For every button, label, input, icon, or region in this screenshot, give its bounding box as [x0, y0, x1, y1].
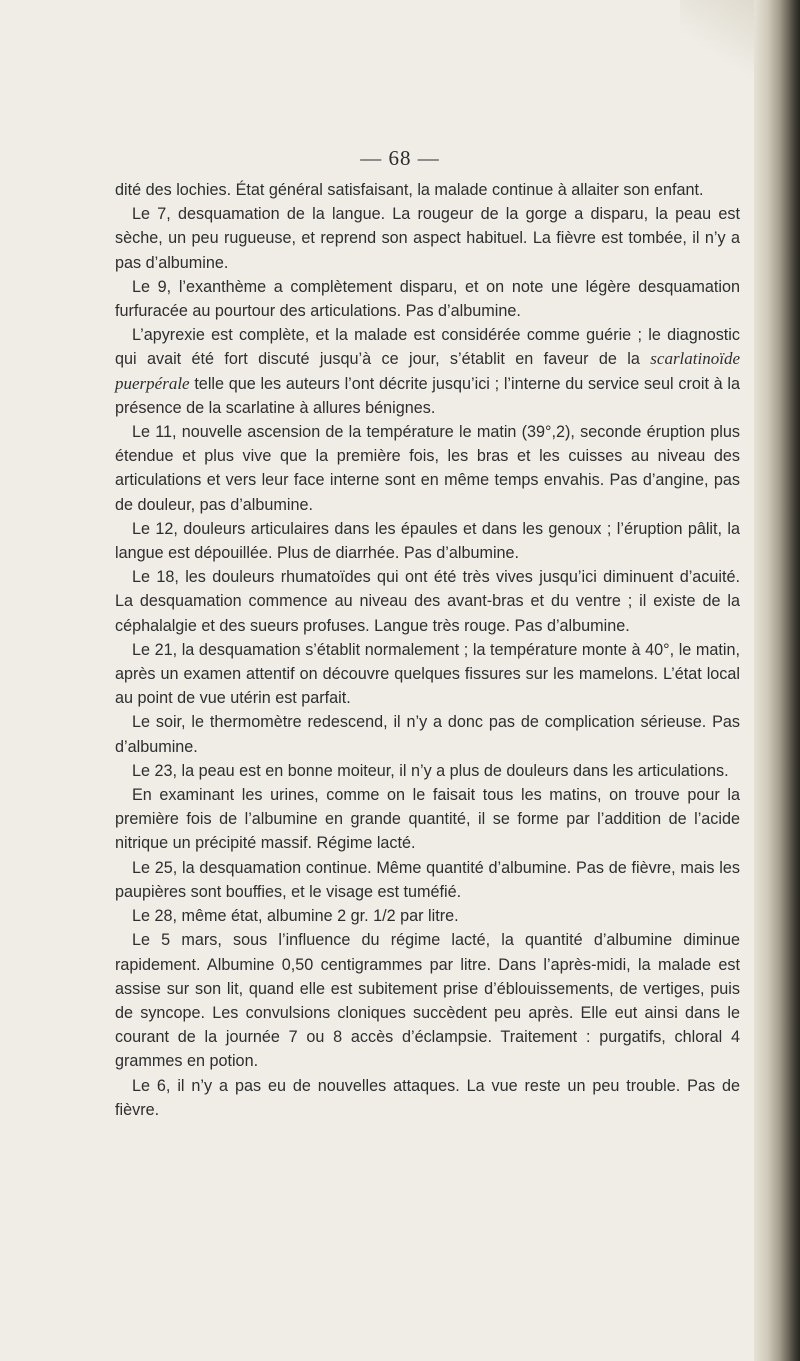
paragraph-day-11: Le 11, nouvelle ascension de la température le matin (39°,2), seconde éruption plus étendue et plus vive que la première fois, les bras et les cuisses au niveau des articulations et vers leur face interne sont en même temps envahis. Pas d’angine, pas de douleur, pas d’albumine. — [115, 423, 740, 514]
paragraph-day-28: Le 28, même état, albumine 2 gr. 1/2 par litre. — [132, 907, 459, 926]
paragraph-apyrexie-post: telle que les auteurs l’ont décrite jusqu’ici ; l’interne du service seul croit à la présence de la scarlatine à allures bénignes. — [115, 374, 740, 417]
paragraph-march-5: Le 5 mars, sous l’influence du régime lacté, la quantité d’albumine diminue rapidement. Albumine 0,50 centigrammes par litre. Dans l’après-midi, la malade est assise sur son lit, quand elle est subitement prise d’éblouissements, de vertiges, puis de syncope. Les convulsions cloniques succèdent peu après. Elle eut ainsi dans le courant de la journée 7 ou 8 accès d’éclampsie. Traitement : purgatifs, chloral 4 grammes en potion. — [115, 931, 740, 1071]
paragraph-day-18: Le 18, les douleurs rhumatoïdes qui ont été très vives jusqu’ici diminuent d’acuité. La desquamation commence au niveau des avant-bras et du ventre ; il existe de la céphalalgie et des sueurs profuses. Langue très rouge. Pas d’albumine. — [115, 568, 740, 635]
paragraph-day-9: Le 9, l’exanthème a complètement disparu, et on note une légère desquamation furfuracée au pourtour des articulations. Pas d’albumine. — [115, 277, 740, 321]
paragraph-day-21: Le 21, la desquamation s’établit normalement ; la température monte à 40°, le matin, après un examen attentif on découvre quelques fissures sur les mamelons. L’état local au point de vue utérin est parfait. — [115, 640, 740, 708]
paragraph-apyrexie — [115, 323, 740, 420]
page-binding-edge — [754, 0, 800, 1361]
paragraph-evening: Le soir, le thermomètre redescend, il n’y a donc pas de complication sérieuse. Pas d’albumine. — [115, 713, 740, 756]
paragraph-continuation: dité des lochies. État général satisfaisant, la malade continue à allaiter son enfant. — [115, 181, 704, 199]
paragraph-day-23: Le 23, la peau est en bonne moiteur, il n’y a plus de douleurs dans les articulations. — [132, 761, 729, 780]
paragraph-urine-exam: En examinant les urines, comme on le faisait tous les matins, on trouve pour la première fois de l’albumine en grande quantité, il se forme par l’addition de l’acide nitrique un précipité massif. Régime lacté. — [115, 786, 740, 853]
paragraph-apyrexie-pre: L’apyrexie est complète, et la malade est considérée comme guérie ; le diagnostic qui avait été fort discuté jusqu’à ce jour, s’établit en faveur de la — [115, 326, 740, 369]
paragraph-day-12: Le 12, douleurs articulaires dans les épaules et dans les genoux ; l’éruption pâlit, la langue est dépouillée. Plus de diarrhée. Pas d’albumine. — [115, 519, 740, 563]
page-number: — 68 — — [360, 146, 440, 170]
paragraph-day-7: Le 7, desquamation de la langue. La rougeur de la gorge a disparu, la peau est sèche, un peu rugueuse, et reprend son aspect habituel. La fièvre est tombée, il n’y a pas d’albumine. — [115, 205, 740, 272]
body-text — [115, 178, 740, 1122]
paragraph-day-6: Le 6, il n’y a pas eu de nouvelles attaques. La vue reste un peu trouble. Pas de fièvre. — [115, 1076, 740, 1119]
diagnosis-term: scarlatinoïde puerpérale — [115, 349, 740, 393]
paragraph-day-25: Le 25, la desquamation continue. Même quantité d’albumine. Pas de fièvre, mais les paupières sont bouffies, et le visage est tuméfié. — [115, 858, 740, 901]
